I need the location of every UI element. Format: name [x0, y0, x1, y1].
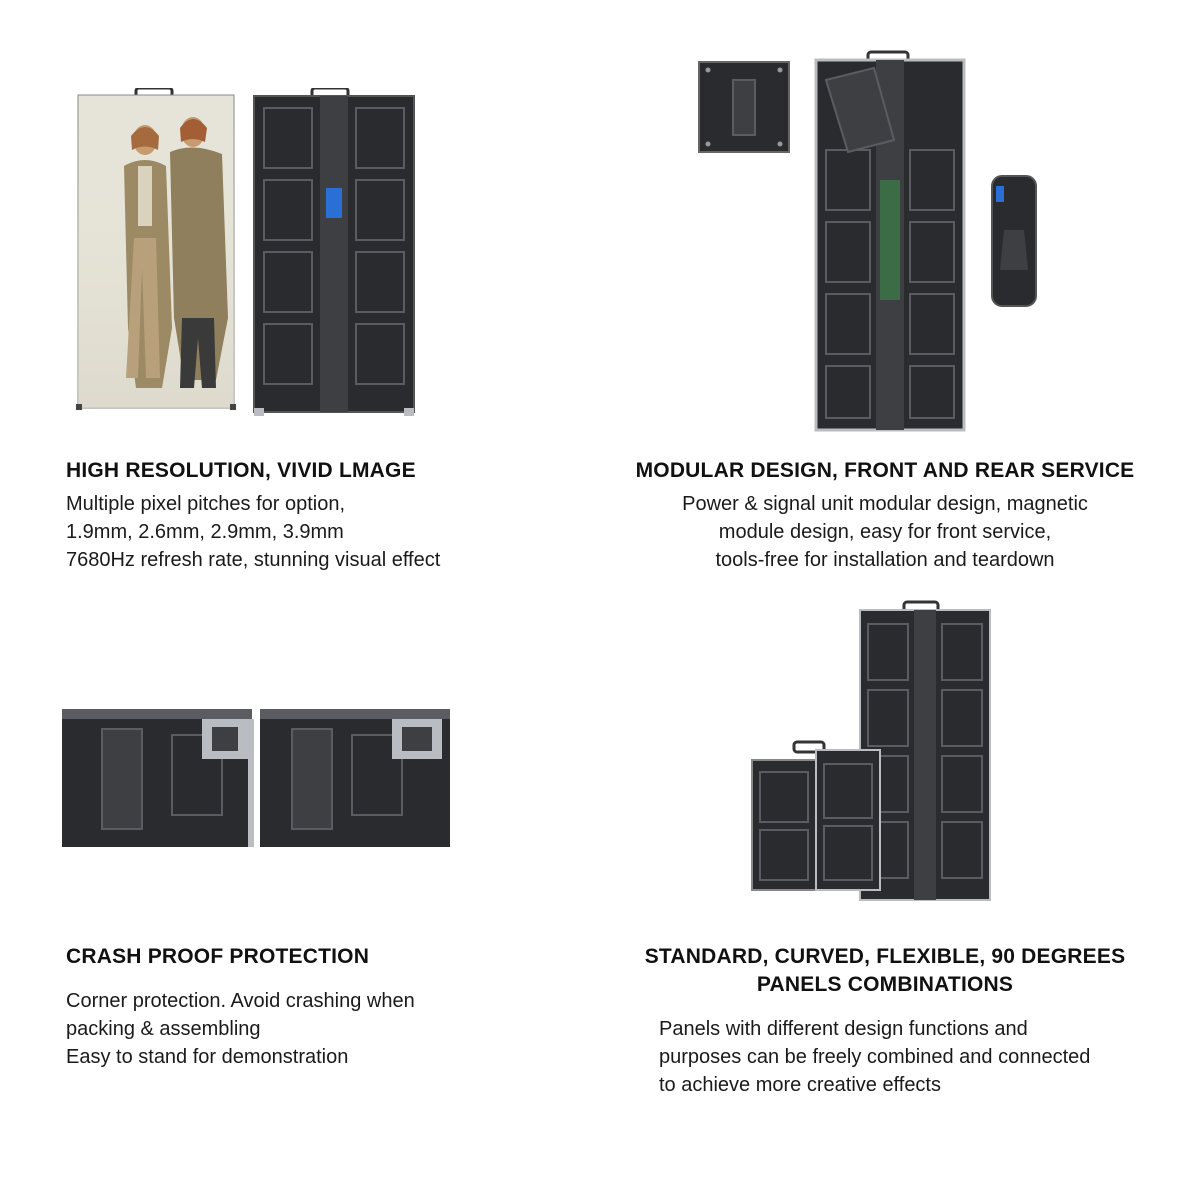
section-2-description	[600, 490, 1170, 574]
led-display-front-back-illustration	[76, 88, 416, 418]
section-4-heading	[600, 943, 1170, 999]
power-signal-unit	[992, 176, 1036, 306]
section-2-line-2: module design, easy for front service,	[718, 521, 1052, 543]
section-4-line-1: Panels with different design functions and	[659, 1018, 1028, 1040]
section-1-line-3: 7680Hz refresh rate, stunning visual effect	[66, 549, 441, 571]
corner-closeup-right	[260, 709, 450, 847]
led-module	[699, 62, 789, 152]
section-2-line-1: Power & signal unit modular design, magnetic	[682, 493, 1088, 515]
section-1-line-2: 1.9mm, 2.6mm, 2.9mm, 3.9mm	[66, 521, 344, 543]
section-4-heading-line-1: STANDARD, CURVED, FLEXIBLE, 90 DEGREES	[644, 945, 1126, 968]
corner-closeup-left	[62, 709, 254, 847]
led-cabinet-open	[816, 52, 964, 430]
section-1-heading: HIGH RESOLUTION, VIVID LMAGE	[66, 459, 416, 482]
section-4-image	[748, 600, 994, 910]
corner-protection-illustration	[62, 705, 454, 850]
section-1-line-1: Multiple pixel pitches for option,	[66, 493, 346, 515]
short-panel-pair	[752, 742, 880, 890]
modular-panel-illustration	[698, 50, 1048, 435]
section-4-line-2: purposes can be freely combined and connected	[659, 1046, 1091, 1068]
section-2-line-3: tools-free for installation and teardown	[715, 549, 1055, 571]
section-4-line-3: to achieve more creative effects	[659, 1074, 941, 1096]
section-3-line-3: Easy to stand for demonstration	[66, 1046, 349, 1068]
section-3-description	[66, 987, 415, 1071]
section-3-heading: CRASH PROOF PROTECTION	[66, 945, 370, 968]
section-3-line-1: Corner protection. Avoid crashing when	[66, 990, 415, 1012]
section-4-heading-line-2: PANELS COMBINATIONS	[756, 973, 1014, 996]
panel-combination-illustration	[748, 600, 994, 910]
section-2-image	[698, 50, 1048, 435]
led-panel-back	[254, 88, 414, 416]
section-4-description	[659, 1015, 1090, 1099]
led-display-front	[76, 88, 236, 410]
section-1-description	[66, 490, 440, 574]
section-2-heading: MODULAR DESIGN, FRONT AND REAR SERVICE	[635, 459, 1135, 482]
section-3-image	[62, 705, 454, 850]
section-1-image	[76, 88, 416, 418]
section-3-line-2: packing & assembling	[66, 1018, 261, 1040]
